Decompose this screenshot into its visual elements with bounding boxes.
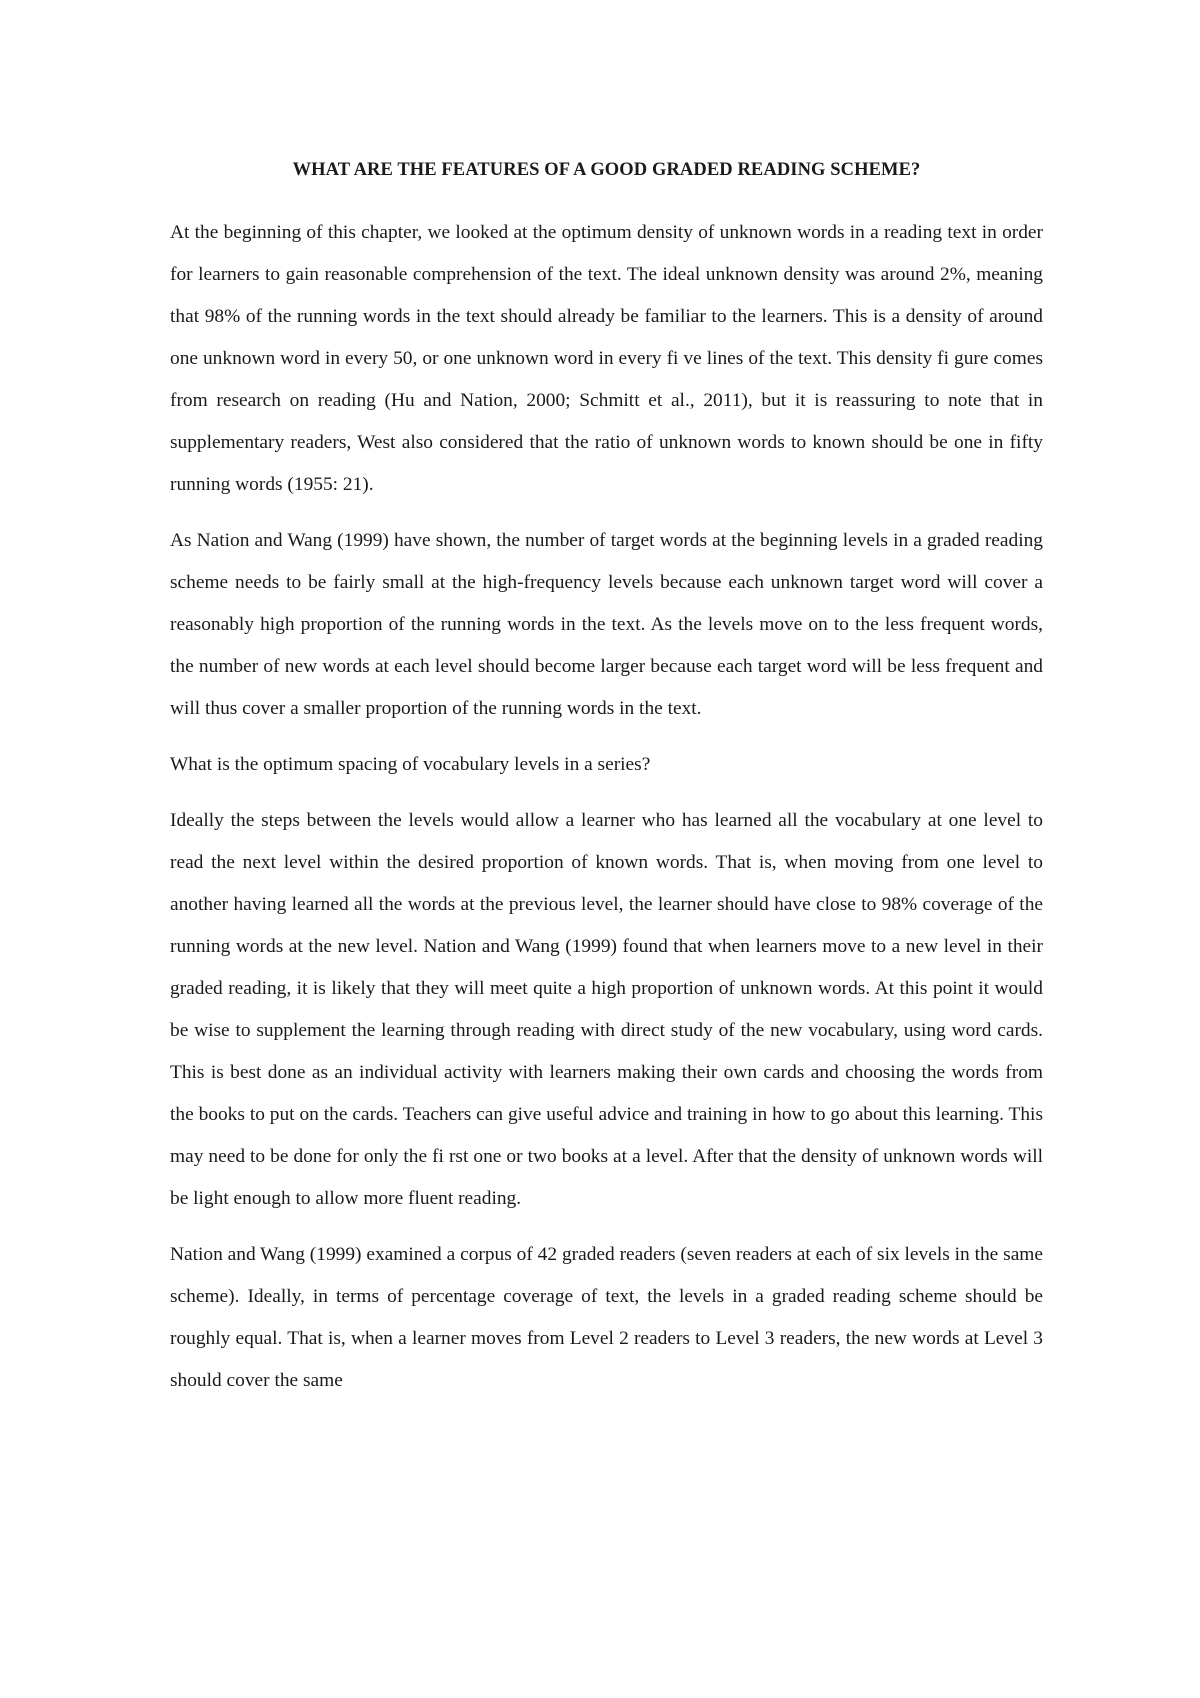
paragraph-target-words: As Nation and Wang (1999) have shown, the number of target words at the beginning levels in a graded reading scheme needs to be fairly small at the high-frequency levels because each unknown target word will cover a reasonably high proportion of the running words in the text. As the levels move on to the less frequent words, the number of new words at each level should become larger because each target word will be less frequent and will thus cover a smaller proportion of the running words in the text. xyxy=(170,530,1043,719)
paragraph-corpus-study: Nation and Wang (1999) examined a corpus of 42 graded readers (seven readers at each of six levels in the same scheme). Ideally, in terms of percentage coverage of text, the levels in a graded reading scheme should be roughly equal. That is, when a learner moves from Level 2 readers to Level 3 readers, the new words at Level 3 should cover the same xyxy=(170,1244,1043,1391)
paragraph-spacing-question: What is the optimum spacing of vocabulary levels in a series? xyxy=(170,754,651,775)
document-title: WHAT ARE THE FEATURES OF A GOOD GRADED READING SCHEME? xyxy=(292,160,921,180)
paragraph-optimum-density: At the beginning of this chapter, we looked at the optimum density of unknown words in a reading text in order for learners to gain reasonable comprehension of the text. The ideal unknown density was around 2%, meaning that 98% of the running words in the text should already be familiar to the learners. This is a density of around one unknown word in every 50, or one unknown word in every fi ve lines of the text. This density fi gure comes from research on reading (Hu and Nation, 2000; Schmitt et al., 2011), but it is reassuring to note that in supplementary readers, West also considered that the ratio of unknown words to known should be one in fifty running words (1955: 21). xyxy=(170,222,1043,495)
paragraph-steps-between-levels: Ideally the steps between the levels would allow a learner who has learned all the vocabulary at one level to read the next level within the desired proportion of known words. That is, when moving from one level to another having learned all the words at the previous level, the learner should have close to 98% coverage of the running words at the new level. Nation and Wang (1999) found that when learners move to a new level in their graded reading, it is likely that they will meet quite a high proportion of unknown words. At this point it would be wise to supplement the learning through reading with direct study of the new vocabulary, using word cards. This is best done as an individual activity with learners making their own cards and choosing the words from the books to put on the cards. Teachers can give useful advice and training in how to go about this learning. This may need to be done for only the fi rst one or two books at a level. After that the density of unknown words will be light enough to allow more fluent reading. xyxy=(170,810,1043,1209)
document-body xyxy=(170,158,1043,1416)
